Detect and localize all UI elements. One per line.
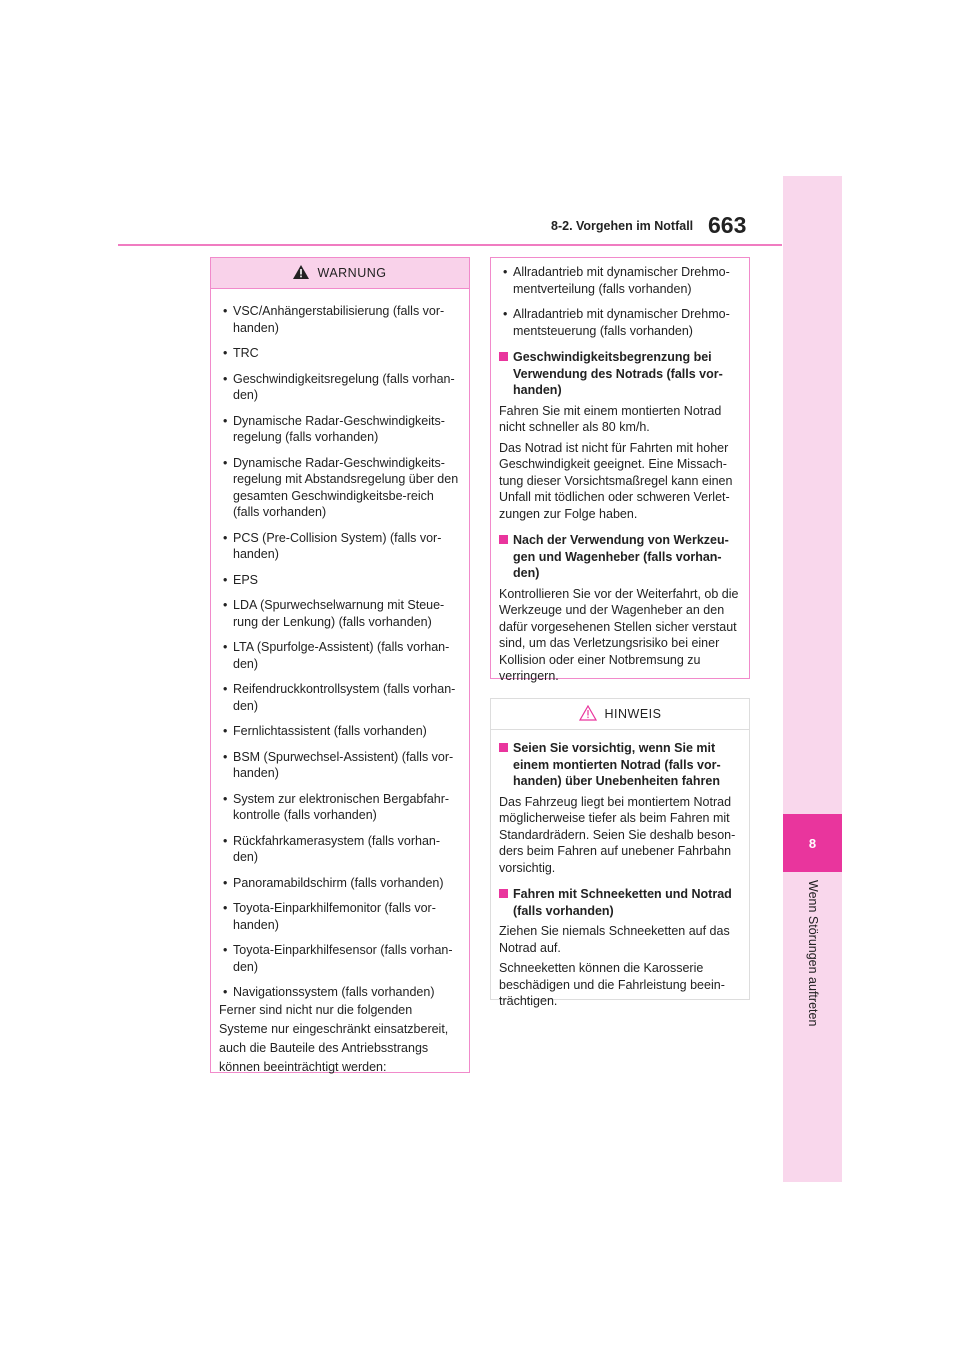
chapter-number: 8 (808, 835, 817, 851)
paragraph: Ziehen Sie niemals Schneeketten auf das Notrad auf. (499, 924, 730, 955)
notice-box-body (491, 730, 749, 1022)
list-item: • System zur elektronischen Bergabfahr-kontrolle (falls vorhanden) (219, 791, 461, 824)
paragraph: Kontrollieren Sie vor der Weiterfahrt, ob die Werkzeuge und der Wagenheber an den dafür vorgesehenen Stellen sicher verstaut sind, um das Verletzungsrisiko bei einer Kollision oder einer Notbremsung zu verringern. (499, 586, 739, 683)
section-heading: Geschwindigkeitsbegrenzung bei Verwendung des Notrads (falls vor-handen) (499, 349, 741, 399)
list-item: • Toyota-Einparkhilfesensor (falls vorhan-den) (219, 942, 461, 975)
warning-box (210, 257, 470, 1073)
header-rule (118, 244, 782, 246)
page-number: 663 (708, 212, 747, 238)
list-item: • Dynamische Radar-Geschwindigkeits-regelung mit Abstandsregelung über den gesamten Geschwindigkeitsbe-reich (falls vorhanden) (219, 455, 461, 521)
list-item: • VSC/Anhängerstabilisierung (falls vor-handen) (219, 303, 461, 336)
list-item: • Allradantrieb mit dynamischer Drehmo-mentverteilung (falls vorhanden) (499, 264, 741, 297)
paragraph: Das Notrad ist nicht für Fahrten mit hoher Geschwindigkeit geeignet. Eine Missach-tung dieser Vorsichtsmaßregel kann einen Unfall mit tödlichen oder schweren Verlet-zungen zur Folge haben. (499, 440, 733, 521)
closing-line: Systeme nur eingeschränkt einsatzbereit, (219, 1021, 449, 1036)
section-heading: Nach der Verwendung von Werkzeu-gen und Wagenheber (falls vorhan-den) (499, 532, 741, 582)
list-item: • Reifendruckkontrollsystem (falls vorhan-den) (219, 681, 461, 714)
closing-line: Ferner sind nicht nur die folgenden (219, 1002, 413, 1017)
list-item: • Rückfahrkamerasystem (falls vorhan-den) (219, 833, 461, 866)
paragraph: Schneeketten können die Karosserie beschädigen und die Fahrleistung beein-trächtigen. (499, 961, 725, 1008)
section-title: 8-2. Vorgehen im Notfall (551, 219, 694, 233)
chapter-title: Wenn Störungen auftreten (806, 880, 820, 1027)
list-item: • Navigationssystem (falls vorhanden) (219, 984, 461, 1001)
chapter-tab (783, 814, 842, 872)
warning-box-continued-body (491, 264, 749, 697)
list-item: • LTA (Spurfolge-Assistent) (falls vorhan-den) (219, 639, 461, 672)
paragraph: Fahren Sie mit einem montierten Notrad nicht schneller als 80 km/h. (499, 403, 722, 434)
caution-triangle-icon (579, 705, 597, 724)
list-item: • PCS (Pre-Collision System) (falls vor-handen) (219, 530, 461, 563)
list-item: • Fernlichtassistent (falls vorhanden) (219, 723, 461, 740)
warning-triangle-icon (293, 265, 309, 282)
warning-box-title: WARNUNG (317, 266, 387, 280)
section-heading: Seien Sie vorsichtig, wenn Sie mit einem montierten Notrad (falls vor-handen) über Unebenheiten fahren (499, 740, 741, 790)
paragraph: Das Fahrzeug liegt bei montiertem Notrad möglicherweise tiefer als beim Fahren mit Standardrädern. Seien Sie deshalb beson-ders beim Fahren auf unebener Fahrbahn vorsichtig. (499, 794, 736, 875)
warning-box-header (211, 258, 469, 289)
list-item: • TRC (219, 345, 461, 362)
warning-box-body (211, 289, 469, 1085)
list-item: • Dynamische Radar-Geschwindigkeits-regelung (falls vorhanden) (219, 413, 461, 446)
notice-box-header (491, 699, 749, 730)
list-item: • Panoramabildschirm (falls vorhanden) (219, 875, 461, 892)
list-item: • Allradantrieb mit dynamischer Drehmo-mentsteuerung (falls vorhanden) (499, 306, 741, 339)
notice-box (490, 698, 750, 1008)
warning-box-continued (490, 257, 750, 683)
list-item: • Toyota-Einparkhilfemonitor (falls vor-handen) (219, 900, 461, 933)
section-heading: Fahren mit Schneeketten und Notrad (falls vorhanden) (499, 886, 741, 919)
notice-box-title: HINWEIS (604, 707, 662, 721)
list-item: • LDA (Spurwechselwarnung mit Steue-rung der Lenkung) (falls vorhanden) (219, 597, 461, 630)
list-item: • EPS (219, 572, 461, 589)
list-item: • BSM (Spurwechsel-Assistent) (falls vor-handen) (219, 749, 461, 782)
closing-line: auch die Bauteile des Antriebsstrangs (219, 1040, 429, 1055)
closing-line: können beeinträchtigt werden: (219, 1059, 387, 1074)
list-item: • Geschwindigkeitsregelung (falls vorhan-den) (219, 371, 461, 404)
